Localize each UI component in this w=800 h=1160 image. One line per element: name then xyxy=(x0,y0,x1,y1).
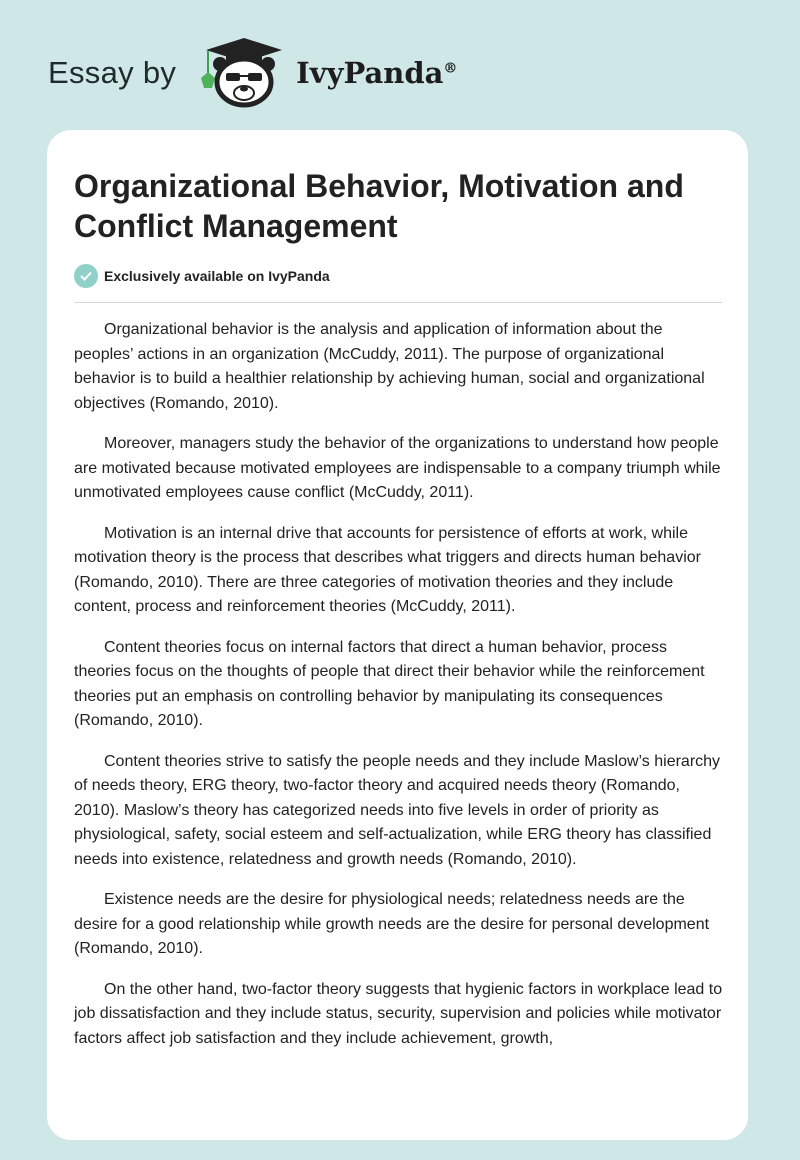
page-title: Organizational Behavior, Motivation and Conflict Management xyxy=(74,168,684,244)
site-header xyxy=(48,38,457,108)
exclusive-badge xyxy=(74,264,330,288)
paragraph: On the other hand, two-factor theory suggests that hygienic factors in workplace lead to job dissatisfaction and they include status, security, supervision and policies while motivator factors affect job satisfaction and they include achievement, growth, xyxy=(74,980,723,1047)
divider xyxy=(74,302,722,303)
paragraph: Organizational behavior is the analysis and application of information about the peoples’ actions in an organization (McCuddy, 2011). The purpose of organizational behavior is to build a healthier relationship by achieving human, social and organizational objectives (Romando, 2010). xyxy=(74,321,705,412)
paragraph: Content theories strive to satisfy the people needs and they include Maslow’s hierarchy of needs theory, ERG theory, two-factor theory and acquired needs theory (Romando, 2010). Maslow’s theory has categorized needs into five levels in order of priority as physiological, safety, social esteem and self-actualization, while ERG theory has classified needs into existence, relatedness and growth needs (Romando, 2010). xyxy=(74,752,721,868)
paragraph: Motivation is an internal drive that accounts for persistence of efforts at work, while motivation theory is the process that describes what triggers and directs human behavior (Romando, 2010). There are three categories of motivation theories and they include content, process and reinforcement theories (McCuddy, 2011). xyxy=(74,524,701,615)
essay-body xyxy=(74,318,724,1067)
check-icon xyxy=(74,264,98,288)
essay-by-label: Essay by xyxy=(48,55,177,90)
brand-text: IvyPanda xyxy=(296,56,444,90)
brand-name[interactable] xyxy=(296,56,457,90)
paragraph: Moreover, managers study the behavior of the organizations to understand how people are motivated because motivated employees are indispensable to a company triumph while unmotivated employees cause conflict (McCuddy, 2011). xyxy=(74,435,721,501)
paragraph: Existence needs are the desire for physiological needs; relatedness needs are the desire for a good relationship while growth needs are the desire for personal development (Romando, 2010). xyxy=(74,891,710,957)
badge-text: Exclusively available on IvyPanda xyxy=(104,268,330,284)
registered-mark: ® xyxy=(443,60,458,77)
paragraph: Content theories focus on internal factors that direct a human behavior, process theories focus on the thoughts of people that direct their behavior while the reinforcement theories put an emphasis on controlling behavior by manipulating its consequences (Romando, 2010). xyxy=(74,638,705,729)
ivypanda-logo-icon[interactable] xyxy=(196,38,288,108)
essay-card xyxy=(47,130,748,1140)
